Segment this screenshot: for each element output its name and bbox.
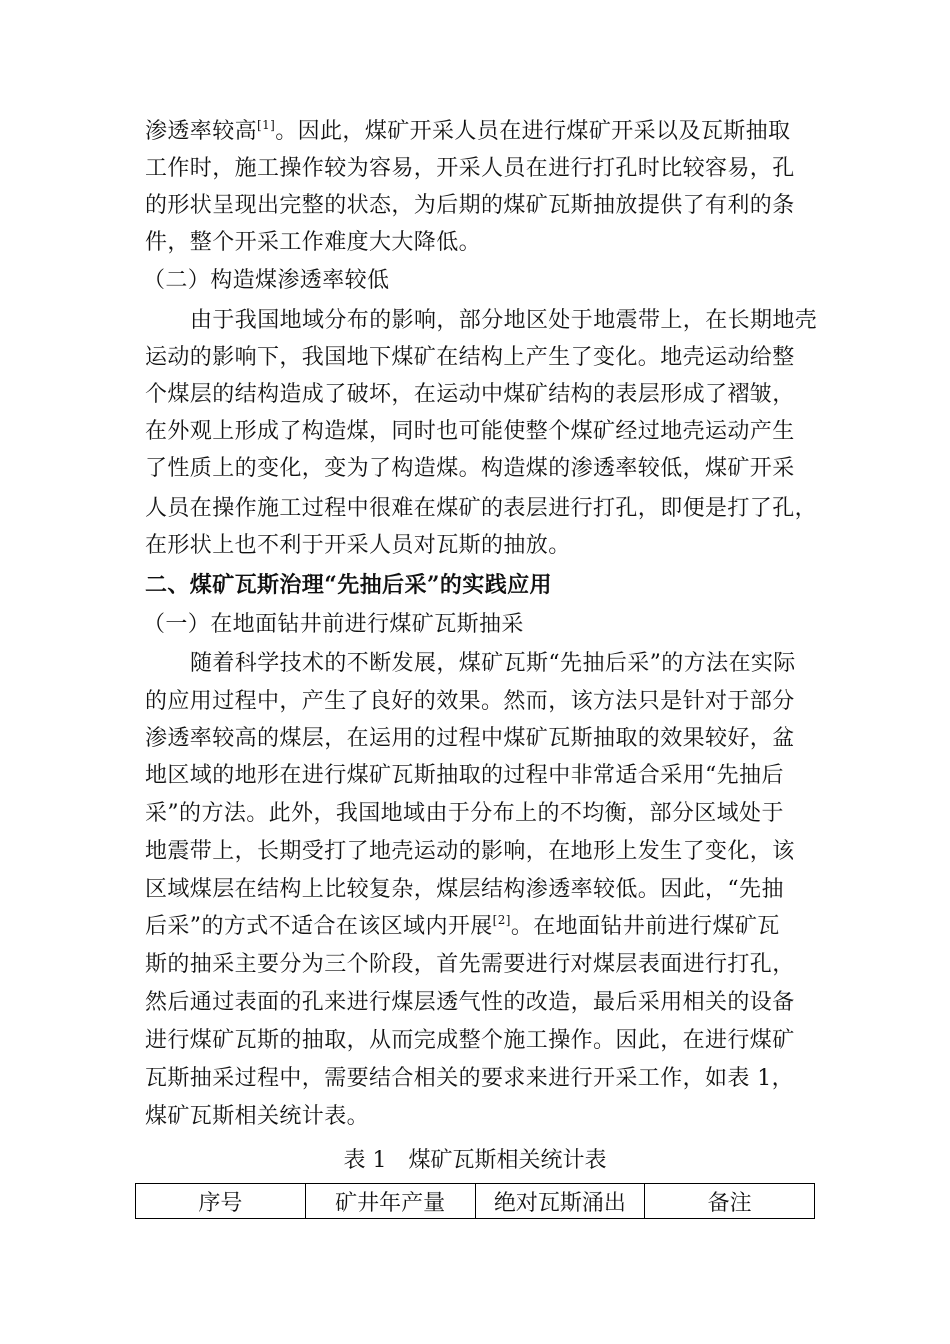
paragraph-line — [145, 113, 810, 151]
paragraph-line: 地区域的地形在进行煤矿瓦斯抽取的过程中非常适合采用“先抽后 — [145, 763, 784, 788]
paragraph-line: 煤矿瓦斯相关统计表。 — [145, 1104, 370, 1129]
paragraph-line: 的形状呈现出完整的状态，为后期的煤矿瓦斯抽放提供了有利的条 — [145, 193, 795, 218]
citation-ref: [1] — [257, 118, 276, 132]
table-header-cell: 矿井年产量 — [305, 1184, 475, 1219]
table-header-cell: 绝对瓦斯涌出 — [475, 1184, 645, 1219]
subsection-heading: （一）在地面钻井前进行煤矿瓦斯抽采 — [143, 612, 524, 637]
paragraph-line: 了性质上的变化，变为了构造煤。构造煤的渗透率较低，煤矿开采 — [145, 456, 795, 481]
text-run: 。因此，煤矿开采人员在进行煤矿开采以及瓦斯抽取 — [275, 119, 791, 144]
paragraph-line: 区域煤层在结构上比较复杂，煤层结构渗透率较低。因此，“先抽 — [145, 877, 784, 902]
paragraph-line: 运动的影响下，我国地下煤矿在结构上产生了变化。地壳运动给整 — [145, 345, 795, 370]
paragraph-line — [145, 908, 810, 946]
paragraph-line: 在形状上也不利于开采人员对瓦斯的抽放。 — [145, 533, 571, 558]
text-run: 渗透率较高 — [145, 119, 258, 144]
paragraph-line: 人员在操作施工过程中很难在煤矿的表层进行打孔，即便是打了孔， — [145, 496, 818, 521]
paragraph-line: 渗透率较高的煤层，在运用的过程中煤矿瓦斯抽取的效果较好，盆 — [145, 726, 795, 751]
paragraph-line: 个煤层的结构造成了破坏，在运动中煤矿结构的表层形成了褶皱， — [145, 382, 795, 407]
table-caption: 表 1 煤矿瓦斯相关统计表 — [343, 1148, 607, 1173]
paragraph-line: 瓦斯抽采过程中，需要结合相关的要求来进行开采工作，如表 1， — [145, 1066, 794, 1091]
paragraph-line: 采”的方法。此外，我国地域由于分布上的不均衡，部分区域处于 — [145, 801, 784, 826]
paragraph-line: 随着科学技术的不断发展，煤矿瓦斯“先抽后采”的方法在实际 — [190, 651, 796, 676]
paragraph-line: 然后通过表面的孔来进行煤层透气性的改造，最后采用相关的设备 — [145, 990, 795, 1015]
paragraph-line: 在外观上形成了构造煤，同时也可能使整个煤矿经过地壳运动产生 — [145, 419, 795, 444]
text-run: 。在地面钻井前进行煤矿瓦 — [510, 914, 780, 939]
table-header-row — [136, 1184, 815, 1219]
paragraph-line: 件，整个开采工作难度大大降低。 — [145, 230, 482, 255]
paragraph-line: 工作时，施工操作较为容易，开采人员在进行打孔时比较容易，孔 — [145, 156, 795, 181]
table-header-cell: 备注 — [645, 1184, 815, 1219]
citation-ref: [2] — [492, 913, 511, 927]
text-run: 后采”的方式不适合在该区域内开展 — [145, 914, 493, 939]
section-heading: 二、煤矿瓦斯治理“先抽后采”的实践应用 — [145, 572, 552, 598]
gas-statistics-table — [135, 1183, 815, 1219]
paragraph-line: 进行煤矿瓦斯的抽取，从而完成整个施工操作。因此，在进行煤矿 — [145, 1028, 795, 1053]
table-header-cell: 序号 — [136, 1184, 306, 1219]
paragraph-line: 地震带上，长期受打了地壳运动的影响，在地形上发生了变化，该 — [145, 839, 795, 864]
paragraph-line: 的应用过程中，产生了良好的效果。然而，该方法只是针对于部分 — [145, 689, 795, 714]
subsection-heading: （二）构造煤渗透率较低 — [143, 268, 390, 293]
paragraph-line: 由于我国地域分布的影响，部分地区处于地震带上，在长期地壳 — [190, 308, 818, 333]
paragraph-line: 斯的抽采主要分为三个阶段，首先需要进行对煤层表面进行打孔， — [145, 952, 795, 977]
